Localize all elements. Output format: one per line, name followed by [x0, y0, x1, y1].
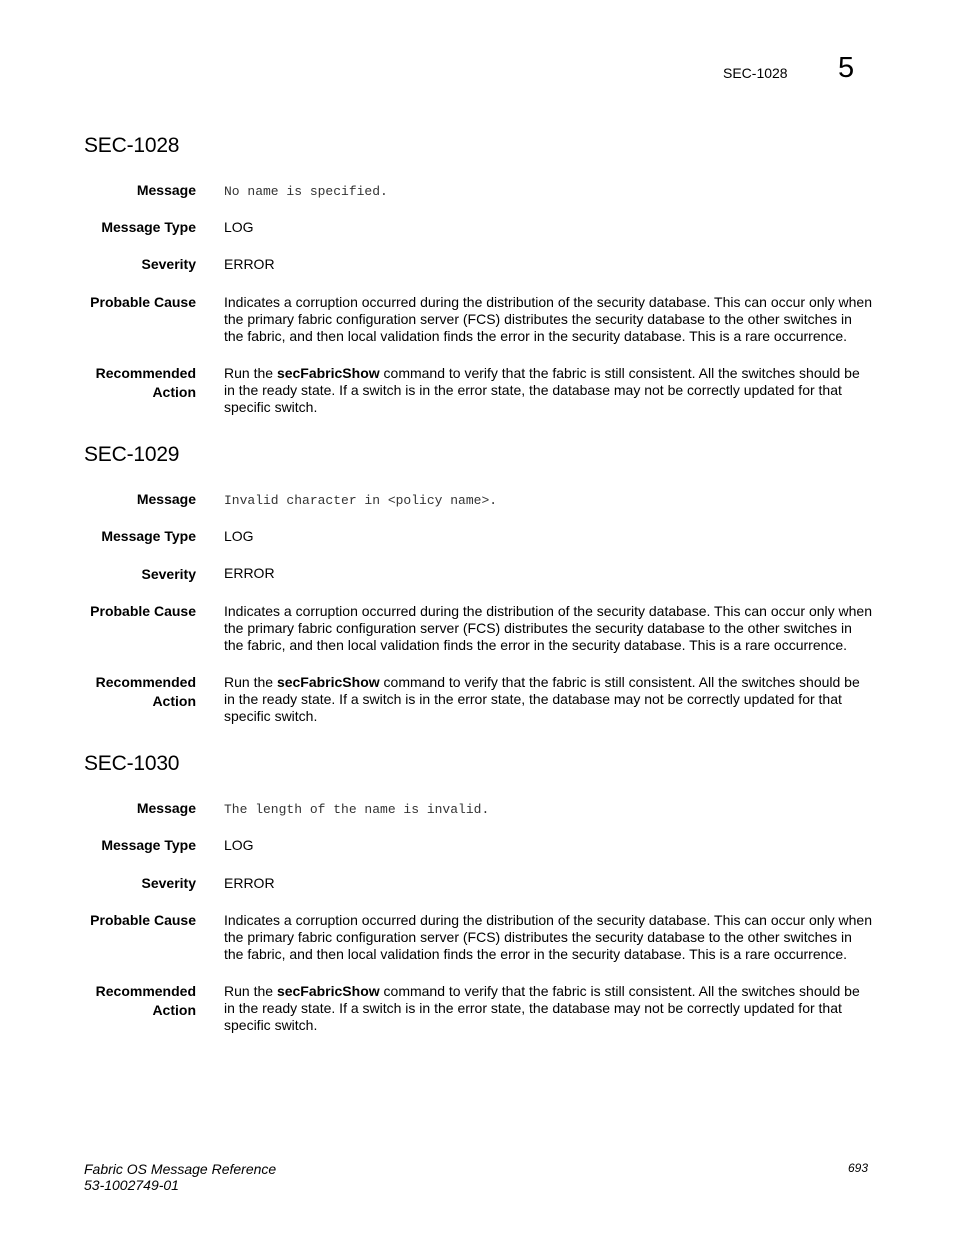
message-text: Invalid character in <policy name>. — [224, 493, 498, 508]
message-label: Message — [136, 182, 196, 198]
severity-value: ERROR — [224, 875, 275, 891]
message-type-value: LOG — [224, 837, 254, 853]
message-label: Message — [136, 491, 196, 507]
header-section-label: SEC-1028 — [723, 65, 788, 81]
probable-cause-label: Probable Cause — [90, 294, 196, 310]
severity-label: Severity — [141, 566, 196, 582]
message-type-label: Message Type — [101, 528, 196, 544]
severity-label: Severity — [141, 875, 196, 891]
message-text: No name is specified. — [224, 184, 388, 199]
command-name: secFabricShow — [276, 365, 380, 381]
probable-cause-text: Indicates a corruption occurred during the distribution of the security database. This can occur only when the primary fabric configuration server (FCS) distributes the security database to the other switches in the fabric, and then local validation finds the error in the security database. This is a rare occurrence. — [224, 603, 872, 653]
footer-page-number: 693 — [848, 1161, 869, 1175]
message-type-value: LOG — [224, 528, 254, 544]
probable-cause-text: Indicates a corruption occurred during the distribution of the security database. This can occur only when the primary fabric configuration server (FCS) distributes the security database to the other switches in the fabric, and then local validation finds the error in the security database. This is a rare occurrence. — [224, 912, 872, 962]
severity-value: ERROR — [224, 565, 275, 581]
message-type-label: Message Type — [101, 837, 196, 853]
footer-book-title: Fabric OS Message Reference — [84, 1161, 277, 1177]
recommended-action-label-line1: Recommended — [95, 983, 196, 999]
section-title: SEC-1030 — [84, 752, 180, 775]
recommended-action-label-line2: Action — [152, 693, 196, 709]
command-name: secFabricShow — [276, 674, 380, 690]
action-suffix: command to verify that the fabric is still consistent. All the switches should be in the ready state. If a switch is in the error state, the database may not be correctly updated for that specific switch. — [224, 674, 860, 724]
message-text: The length of the name is invalid. — [224, 802, 490, 817]
recommended-action-label-line2: Action — [152, 1002, 196, 1018]
section-title: SEC-1029 — [84, 443, 180, 466]
recommended-action-text — [224, 674, 872, 725]
command-name: secFabricShow — [276, 983, 380, 999]
message-type-value: LOG — [224, 219, 254, 235]
recommended-action-label — [60, 673, 196, 711]
recommended-action-text — [224, 983, 872, 1034]
footer-doc-number: 53-1002749-01 — [84, 1177, 179, 1193]
message-label: Message — [136, 800, 196, 816]
probable-cause-label: Probable Cause — [90, 603, 196, 619]
recommended-action-label-line1: Recommended — [95, 674, 196, 690]
recommended-action-label-line1: Recommended — [95, 365, 196, 381]
action-prefix: Run the — [224, 365, 277, 381]
recommended-action-label — [60, 364, 196, 402]
severity-value: ERROR — [224, 256, 275, 272]
action-prefix: Run the — [224, 674, 277, 690]
probable-cause-label: Probable Cause — [90, 912, 196, 928]
recommended-action-label-line2: Action — [152, 384, 196, 400]
recommended-action-label — [60, 982, 196, 1020]
message-type-label: Message Type — [101, 219, 196, 235]
action-suffix: command to verify that the fabric is still consistent. All the switches should be in the ready state. If a switch is in the error state, the database may not be correctly updated for that specific switch. — [224, 983, 860, 1033]
recommended-action-text — [224, 365, 872, 416]
probable-cause-text: Indicates a corruption occurred during the distribution of the security database. This can occur only when the primary fabric configuration server (FCS) distributes the security database to the other switches in the fabric, and then local validation finds the error in the security database. This is a rare occurrence. — [224, 294, 872, 344]
severity-label: Severity — [141, 256, 196, 272]
action-prefix: Run the — [224, 983, 277, 999]
section-title: SEC-1028 — [84, 134, 180, 157]
header-chapter-number: 5 — [838, 52, 855, 84]
action-suffix: command to verify that the fabric is still consistent. All the switches should be in the ready state. If a switch is in the error state, the database may not be correctly updated for that specific switch. — [224, 365, 860, 415]
